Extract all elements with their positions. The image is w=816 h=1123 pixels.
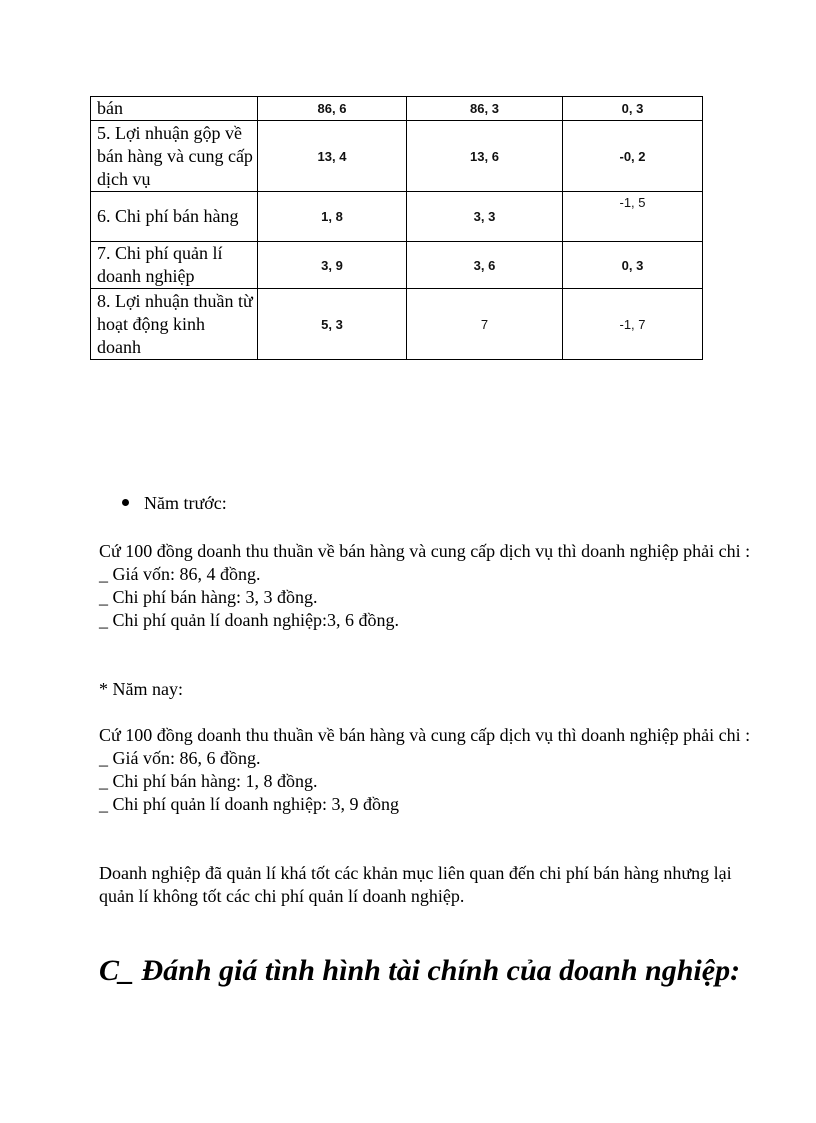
curr-value: 86, 3 <box>407 97 563 121</box>
prev-year-item: _ Chi phí bán hàng: 3, 3 đồng. <box>99 587 318 607</box>
prev-value: 3, 9 <box>258 242 407 289</box>
prev-value: 5, 3 <box>258 289 407 360</box>
table-row <box>91 121 703 192</box>
table-row <box>91 97 703 121</box>
row-label: 5. Lợi nhuận gộp về bán hàng và cung cấp dịch vụ <box>91 121 258 192</box>
prev-year-heading-text: Năm trước: <box>144 493 227 513</box>
curr-value: 7 <box>407 289 563 360</box>
row-label: 6. Chi phí bán hàng <box>91 192 258 242</box>
curr-value: 13, 6 <box>407 121 563 192</box>
prev-year-item: _ Giá vốn: 86, 4 đồng. <box>99 564 261 584</box>
prev-value: 86, 6 <box>258 97 407 121</box>
prev-year-item: _ Chi phí quản lí doanh nghiệp:3, 6 đồng. <box>99 610 399 630</box>
prev-year-heading <box>122 493 227 514</box>
row-label: 8. Lợi nhuận thuần từ hoạt động kinh doanh <box>91 289 258 360</box>
row-label: 7. Chi phí quản lí doanh nghiệp <box>91 242 258 289</box>
this-year-item: _ Chi phí quản lí doanh nghiệp: 3, 9 đồng <box>99 794 399 814</box>
bullet-icon <box>122 499 129 506</box>
prev-value: 1, 8 <box>258 192 407 242</box>
curr-value: 3, 6 <box>407 242 563 289</box>
this-year-heading: * Năm nay: <box>99 679 183 699</box>
prev-year-intro: Cứ 100 đồng doanh thu thuần về bán hàng và cung cấp dịch vụ thì doanh nghiệp phải chi : <box>99 541 751 561</box>
prev-year-block <box>99 540 779 632</box>
this-year-item: _ Chi phí bán hàng: 1, 8 đồng. <box>99 771 318 791</box>
financial-table <box>90 96 703 360</box>
this-year-block <box>99 724 779 816</box>
curr-value: 3, 3 <box>407 192 563 242</box>
diff-value: -1, 5 <box>563 192 703 242</box>
table-row <box>91 289 703 360</box>
conclusion-paragraph: Doanh nghiệp đã quản lí khá tốt các khản mục liên quan đến chi phí bán hàng nhưng lại quản lí không tốt các chi phí quản lí doanh nghiệp. <box>99 863 732 906</box>
prev-value: 13, 4 <box>258 121 407 192</box>
table-row <box>91 242 703 289</box>
this-year-item: _ Giá vốn: 86, 6 đồng. <box>99 748 261 768</box>
table-row <box>91 192 703 242</box>
diff-value: 0, 3 <box>563 242 703 289</box>
section-heading: C_ Đánh giá tình hình tài chính của doanh nghiệp: <box>99 954 741 987</box>
diff-value: -0, 2 <box>563 121 703 192</box>
diff-value: 0, 3 <box>563 97 703 121</box>
row-label: bán <box>91 97 258 121</box>
diff-value: -1, 7 <box>563 289 703 360</box>
this-year-intro: Cứ 100 đồng doanh thu thuần về bán hàng và cung cấp dịch vụ thì doanh nghiệp phải chi : <box>99 725 751 745</box>
